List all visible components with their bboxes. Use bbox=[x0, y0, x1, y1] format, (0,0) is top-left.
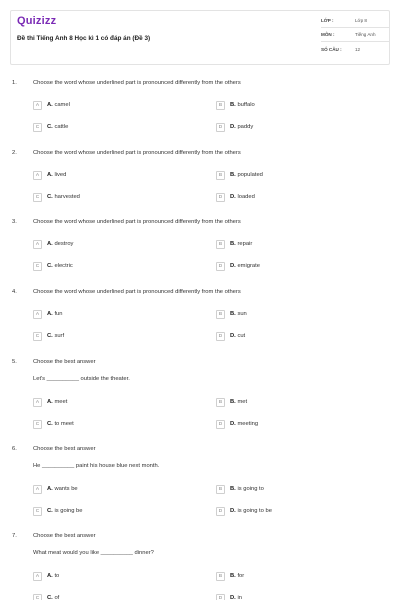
option-letter-box: B bbox=[216, 572, 225, 581]
quiz-header bbox=[10, 10, 390, 65]
meta-value: 12 bbox=[355, 46, 361, 52]
option-label bbox=[47, 486, 78, 492]
option-text: meet bbox=[54, 399, 68, 405]
option-letter: D. bbox=[230, 508, 236, 514]
option-text: is going to bbox=[237, 486, 264, 492]
answer-option-a[interactable] bbox=[33, 397, 67, 407]
option-letter-box: C bbox=[33, 507, 42, 516]
option-label bbox=[230, 263, 260, 269]
option-letter: A. bbox=[47, 311, 53, 317]
answer-option-c[interactable] bbox=[33, 192, 80, 202]
option-letter-box: A bbox=[33, 572, 42, 581]
option-letter: B. bbox=[230, 399, 236, 405]
quizizz-logo: Quizizz bbox=[17, 15, 57, 27]
option-letter-box: D bbox=[216, 262, 225, 271]
option-label bbox=[47, 595, 59, 600]
option-label bbox=[230, 508, 272, 514]
option-label bbox=[230, 333, 245, 339]
meta-label: SỐ CÂU : bbox=[321, 46, 342, 52]
option-label bbox=[230, 102, 255, 108]
option-letter-box: D bbox=[216, 594, 225, 600]
meta-value: Tiếng Anh bbox=[355, 32, 376, 37]
option-letter: C. bbox=[47, 508, 53, 514]
question-sentence: Let's __________ outside the theater. bbox=[33, 376, 130, 382]
option-text: loaded bbox=[237, 194, 255, 200]
question-text: Choose the best answer bbox=[33, 446, 96, 452]
option-label bbox=[47, 194, 80, 200]
answer-option-a[interactable] bbox=[33, 170, 66, 180]
option-text: for bbox=[237, 573, 245, 579]
answer-option-b[interactable] bbox=[216, 397, 247, 407]
option-letter: C. bbox=[47, 333, 53, 339]
option-label bbox=[47, 124, 68, 130]
answer-option-c[interactable] bbox=[33, 419, 74, 429]
answer-option-d[interactable] bbox=[216, 593, 242, 600]
option-letter: A. bbox=[47, 399, 53, 405]
question-number: 7. bbox=[12, 533, 17, 539]
option-label bbox=[230, 421, 258, 427]
option-letter-box: B bbox=[216, 485, 225, 494]
option-label bbox=[47, 263, 73, 269]
question-item bbox=[0, 359, 400, 429]
option-letter-box: A bbox=[33, 310, 42, 319]
option-text: to meet bbox=[54, 421, 74, 427]
question-number: 4. bbox=[12, 289, 17, 295]
question-number: 2. bbox=[12, 150, 17, 156]
question-sentence: What meat would you like __________ dinner? bbox=[33, 550, 154, 556]
option-letter: A. bbox=[47, 172, 53, 178]
answer-option-c[interactable] bbox=[33, 261, 73, 271]
option-letter: B. bbox=[230, 172, 236, 178]
option-label bbox=[230, 124, 253, 130]
option-text: in bbox=[237, 595, 242, 600]
option-label bbox=[47, 399, 67, 405]
option-label bbox=[230, 241, 252, 247]
answer-option-a[interactable] bbox=[33, 571, 59, 581]
option-label bbox=[47, 421, 74, 427]
option-letter: C. bbox=[47, 421, 53, 427]
option-text: camel bbox=[54, 102, 70, 108]
question-item bbox=[0, 80, 400, 150]
question-number: 1. bbox=[12, 80, 17, 86]
option-label bbox=[47, 172, 66, 178]
option-label bbox=[47, 102, 70, 108]
option-label bbox=[47, 241, 73, 247]
question-text: Choose the word whose underlined part is pronounced differently from the others bbox=[33, 289, 241, 295]
option-letter-box: C bbox=[33, 420, 42, 429]
option-text: destroy bbox=[54, 241, 74, 247]
question-item bbox=[0, 150, 400, 220]
answer-option-a[interactable] bbox=[33, 100, 70, 110]
option-letter: B. bbox=[230, 102, 236, 108]
option-letter-box: C bbox=[33, 332, 42, 341]
option-letter: D. bbox=[230, 421, 236, 427]
question-item bbox=[0, 219, 400, 289]
option-letter: D. bbox=[230, 595, 236, 600]
option-letter: D. bbox=[230, 194, 236, 200]
option-label bbox=[47, 573, 59, 579]
option-text: fun bbox=[54, 311, 63, 317]
option-text: buffalo bbox=[237, 102, 255, 108]
option-text: paddy bbox=[237, 124, 254, 130]
answer-option-b[interactable] bbox=[216, 100, 255, 110]
answer-option-a[interactable] bbox=[33, 239, 73, 249]
option-label bbox=[230, 194, 255, 200]
answer-option-b[interactable] bbox=[216, 170, 263, 180]
option-letter-box: D bbox=[216, 420, 225, 429]
option-letter-box: D bbox=[216, 507, 225, 516]
option-letter: B. bbox=[230, 311, 236, 317]
option-letter: C. bbox=[47, 263, 53, 269]
question-text: Choose the best answer bbox=[33, 359, 96, 365]
option-letter: B. bbox=[230, 241, 236, 247]
option-letter-box: C bbox=[33, 193, 42, 202]
option-text: sun bbox=[237, 311, 247, 317]
option-label bbox=[47, 311, 63, 317]
option-text: met bbox=[237, 399, 248, 405]
meta-row-grade bbox=[321, 14, 389, 28]
option-text: is going be bbox=[54, 508, 83, 514]
option-text: cattle bbox=[54, 124, 69, 130]
option-letter-box: B bbox=[216, 240, 225, 249]
option-label bbox=[230, 172, 263, 178]
option-text: surf bbox=[54, 333, 65, 339]
document-title: Đề thi Tiếng Anh 8 Học kì 1 có đáp án (Đề 3) bbox=[17, 35, 151, 42]
option-letter: C. bbox=[47, 595, 53, 600]
option-letter: A. bbox=[47, 102, 53, 108]
option-label bbox=[230, 486, 264, 492]
answer-option-d[interactable] bbox=[216, 261, 260, 271]
option-letter: D. bbox=[230, 333, 236, 339]
option-text: meeting bbox=[237, 421, 259, 427]
option-letter-box: C bbox=[33, 594, 42, 600]
option-text: to bbox=[54, 573, 60, 579]
option-letter: C. bbox=[47, 194, 53, 200]
question-number: 6. bbox=[12, 446, 17, 452]
option-letter: A. bbox=[47, 486, 53, 492]
question-text: Choose the word whose underlined part is pronounced differently from the others bbox=[33, 219, 241, 225]
answer-option-d[interactable] bbox=[216, 506, 272, 516]
question-text: Choose the best answer bbox=[33, 533, 96, 539]
option-label bbox=[47, 333, 64, 339]
option-letter: C. bbox=[47, 124, 53, 130]
option-letter-box: D bbox=[216, 332, 225, 341]
question-number: 5. bbox=[12, 359, 17, 365]
answer-option-a[interactable] bbox=[33, 484, 78, 494]
option-letter: D. bbox=[230, 263, 236, 269]
option-letter-box: B bbox=[216, 101, 225, 110]
answer-option-b[interactable] bbox=[216, 484, 264, 494]
option-letter-box: B bbox=[216, 171, 225, 180]
option-letter-box: D bbox=[216, 123, 225, 132]
answer-option-c[interactable] bbox=[33, 593, 59, 600]
option-label bbox=[230, 573, 244, 579]
meta-row-subject bbox=[321, 28, 389, 42]
option-label bbox=[230, 311, 247, 317]
option-letter-box: C bbox=[33, 123, 42, 132]
option-label bbox=[230, 595, 242, 600]
answer-option-d[interactable] bbox=[216, 331, 245, 341]
option-text: populated bbox=[237, 172, 263, 178]
option-text: is going to be bbox=[237, 508, 272, 514]
question-item bbox=[0, 446, 400, 516]
question-number: 3. bbox=[12, 219, 17, 225]
meta-value: Lớp 8 bbox=[355, 18, 367, 23]
option-letter-box: B bbox=[216, 398, 225, 407]
option-letter-box: A bbox=[33, 171, 42, 180]
question-text: Choose the word whose underlined part is pronounced differently from the others bbox=[33, 150, 241, 156]
answer-option-b[interactable] bbox=[216, 309, 247, 319]
meta-table bbox=[321, 14, 389, 56]
question-text: Choose the word whose underlined part is pronounced differently from the others bbox=[33, 80, 241, 86]
answer-option-a[interactable] bbox=[33, 309, 63, 319]
answer-option-c[interactable] bbox=[33, 331, 64, 341]
option-text: emigrate bbox=[237, 263, 260, 269]
option-label bbox=[230, 399, 247, 405]
answer-option-b[interactable] bbox=[216, 239, 252, 249]
option-text: electric bbox=[54, 263, 73, 269]
answer-option-c[interactable] bbox=[33, 506, 82, 516]
option-letter-box: A bbox=[33, 101, 42, 110]
option-letter: B. bbox=[230, 486, 236, 492]
option-letter: A. bbox=[47, 241, 53, 247]
answer-option-d[interactable] bbox=[216, 192, 255, 202]
answer-option-c[interactable] bbox=[33, 122, 68, 132]
option-letter-box: B bbox=[216, 310, 225, 319]
question-item bbox=[0, 289, 400, 359]
option-letter-box: D bbox=[216, 193, 225, 202]
answer-option-b[interactable] bbox=[216, 571, 244, 581]
option-text: lived bbox=[54, 172, 67, 178]
option-letter-box: A bbox=[33, 398, 42, 407]
question-sentence: He __________ paint his house blue next month. bbox=[33, 463, 160, 469]
answer-option-d[interactable] bbox=[216, 419, 258, 429]
meta-label: MÔN : bbox=[321, 32, 335, 37]
option-text: repair bbox=[237, 241, 253, 247]
question-item bbox=[0, 533, 400, 600]
option-letter-box: A bbox=[33, 485, 42, 494]
meta-row-count bbox=[321, 42, 389, 56]
option-label bbox=[47, 508, 82, 514]
option-letter: B. bbox=[230, 573, 236, 579]
option-text: of bbox=[54, 595, 60, 600]
option-letter-box: C bbox=[33, 262, 42, 271]
answer-option-d[interactable] bbox=[216, 122, 253, 132]
option-text: wants be bbox=[54, 486, 78, 492]
option-text: harvested bbox=[54, 194, 80, 200]
option-letter-box: A bbox=[33, 240, 42, 249]
option-letter: D. bbox=[230, 124, 236, 130]
option-text: cut bbox=[237, 333, 246, 339]
meta-label: LỚP : bbox=[321, 18, 334, 23]
option-letter: A. bbox=[47, 573, 53, 579]
